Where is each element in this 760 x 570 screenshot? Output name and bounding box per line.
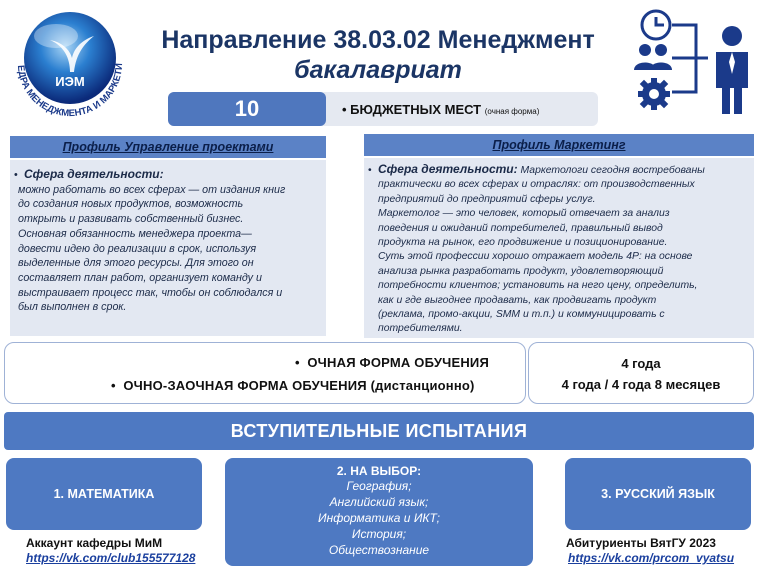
profile-pm-lines: [14, 183, 320, 315]
part-time-line: • ОЧНО-ЗАОЧНАЯ ФОРМА ОБУЧЕНИЯ (дистанционно): [111, 378, 475, 393]
footer-left-link[interactable]: https://vk.com/club155577128: [26, 551, 196, 565]
profile-mk-line: Суть этой профессии хорошо отражает модель 4Р: на основе: [378, 251, 693, 263]
profile-project-management: [10, 136, 326, 336]
full-time-duration: 4 года: [621, 356, 661, 371]
profile-pm-line: был выполнен в срок.: [18, 301, 127, 314]
profile-pm-heading: Сфера деятельности:: [24, 167, 164, 181]
profile-mk-line: потребности клиентов; установить на него цену, определить,: [378, 280, 698, 292]
profile-pm-line: можно работать во всех сферах — от издания книг: [18, 183, 286, 196]
profile-mk-line: предприятий до предприятий сферы услуг.: [378, 193, 596, 205]
exam-choice: [225, 458, 533, 566]
exam-math: 1. МАТЕМАТИКА: [6, 458, 202, 530]
profile-pm-line: выделенные для этого ресурсы. Для этого он: [18, 257, 254, 270]
profile-mk-line: практически во всех сферах и отраслях: от производственных: [378, 179, 695, 191]
profile-pm-line: открыть и развивать собственный бизнес.: [18, 213, 244, 226]
study-duration-box: [528, 342, 754, 404]
page-subtitle: бакалавриат: [294, 56, 462, 84]
profile-marketing: [364, 134, 754, 338]
exam-choice-item: Информатика и ИКТ;: [318, 511, 440, 525]
budget-label-line: • БЮДЖЕТНЫХ МЕСТ (очная форма): [342, 102, 540, 117]
full-time-line: • ОЧНАЯ ФОРМА ОБУЧЕНИЯ: [295, 355, 489, 370]
exam-choice-item: История;: [351, 527, 407, 541]
manager-icon: [716, 26, 748, 114]
budget-note: (очная форма): [484, 107, 540, 116]
profile-pm-line: Основная обязанность менеджера проекта—: [18, 227, 252, 240]
profile-mk-body: • Сфера деятельности: Маркетологи сегодня востребованы практически во всех сферах и отраслях: от производственных предприятий до предприятий сферы услуг. Маркетолог — это человек, который отвечает за анализ поведения и ожиданий потребителей, правильный вывод продукта на рынок, его продвижение и позиционирование. Суть этой профессии хорошо отражает модель 4Р: на основе анализа рынка разработать продукт, удовлетворяющий потребности клиентов; установить на него цену, определить, как и где выгоднее продавать, как продвигать продукт (реклама, промо-акции, SMM и т.п.) и коммуницировать с потребителями.: [364, 158, 754, 337]
profile-mk-line: Маркетолог — это человек, который отвечает за анализ: [378, 208, 670, 220]
clock-icon: [642, 11, 670, 39]
exam-choice-title: 2. НА ВЫБОР:: [336, 464, 422, 478]
part-time-form: ОЧНО-ЗАОЧНАЯ ФОРМА ОБУЧЕНИЯ (дистанционно): [123, 378, 475, 393]
profile-pm-line: до создания новых продуктов, возможность: [18, 198, 244, 211]
exam-choice-item: Обществознание: [328, 543, 430, 557]
footer-left-label: Аккаунт кафедры МиМ: [26, 536, 163, 550]
study-forms-box: [4, 342, 526, 404]
profile-pm-line: составляет план работ, организует команду и: [18, 271, 262, 284]
profile-mk-lines: [368, 178, 750, 336]
profile-mk-heading-rest: Маркетологи сегодня востребованы: [517, 165, 705, 176]
full-time-form: ОЧНАЯ ФОРМА ОБУЧЕНИЯ: [307, 355, 489, 370]
budget-label: БЮДЖЕТНЫХ МЕСТ: [350, 102, 482, 117]
exam-choice-item: Английский язык;: [329, 495, 429, 509]
profile-pm-body: • Сфера деятельности: можно работать во всех сферах — от издания книг до создания новых продуктов, возможность открыть и развивать собственный бизнес. Основная обязанность менеджера проекта— довести идею до реализации в срок, используя выделенные для этого ресурсы. Для этого он составляет план работ, организует команду и выстраивает процесс так, чтобы он соблюдался и был выполнен в срок.: [10, 160, 326, 315]
entrance-exams-title: ВСТУПИТЕЛЬНЫЕ ИСПЫТАНИЯ: [4, 412, 754, 450]
profile-pm-header: Профиль Управление проектами: [10, 136, 326, 160]
profile-mk-line: продукта на рынок, его продвижение и позиционирование.: [378, 237, 668, 249]
exam-choice-item: География;: [346, 479, 412, 493]
footer-right-label: Абитуриенты ВятГУ 2023: [566, 536, 716, 550]
profile-pm-line: выстраивает процесс так, чтобы он соблюдался и: [18, 286, 283, 299]
profile-mk-header: Профиль Маркетинг: [364, 134, 754, 158]
group-icon: [634, 44, 672, 70]
profile-mk-line: как и где выгоднее продавать, как продвигать продукт: [378, 294, 657, 306]
logo-arc-text: ЕДРА МЕНЕДЖМЕНТА И МАРКЕТИ: [14, 62, 126, 120]
profile-pm-line: довести идею до реализации в срок, используя: [18, 242, 257, 255]
department-logo: [4, 6, 136, 130]
profile-mk-line: поведения и ожиданий потребителей, правильный вывод: [378, 222, 663, 234]
footer-right-link[interactable]: https://vk.com/prcom_vyatsu: [568, 551, 735, 565]
profile-mk-line: анализа рынка разработать продукт, удовлетворяющий: [378, 265, 664, 277]
budget-count: 10: [168, 92, 326, 126]
exam-russian: 3. РУССКИЙ ЯЗЫК: [565, 458, 751, 530]
logo-abbr: ИЭМ: [55, 74, 85, 89]
part-time-duration: 4 года / 4 года 8 месяцев: [561, 377, 721, 392]
profile-mk-line: (реклама, промо-акции, SMM и т.п.) и коммуницировать с: [378, 309, 665, 321]
manager-illustration: [628, 8, 754, 116]
page-title: Направление 38.03.02 Менеджмент: [161, 26, 595, 54]
exam-choice-list: [225, 478, 533, 558]
profile-mk-heading: Сфера деятельности:: [378, 162, 518, 176]
profile-mk-line: потребителями.: [378, 323, 463, 335]
